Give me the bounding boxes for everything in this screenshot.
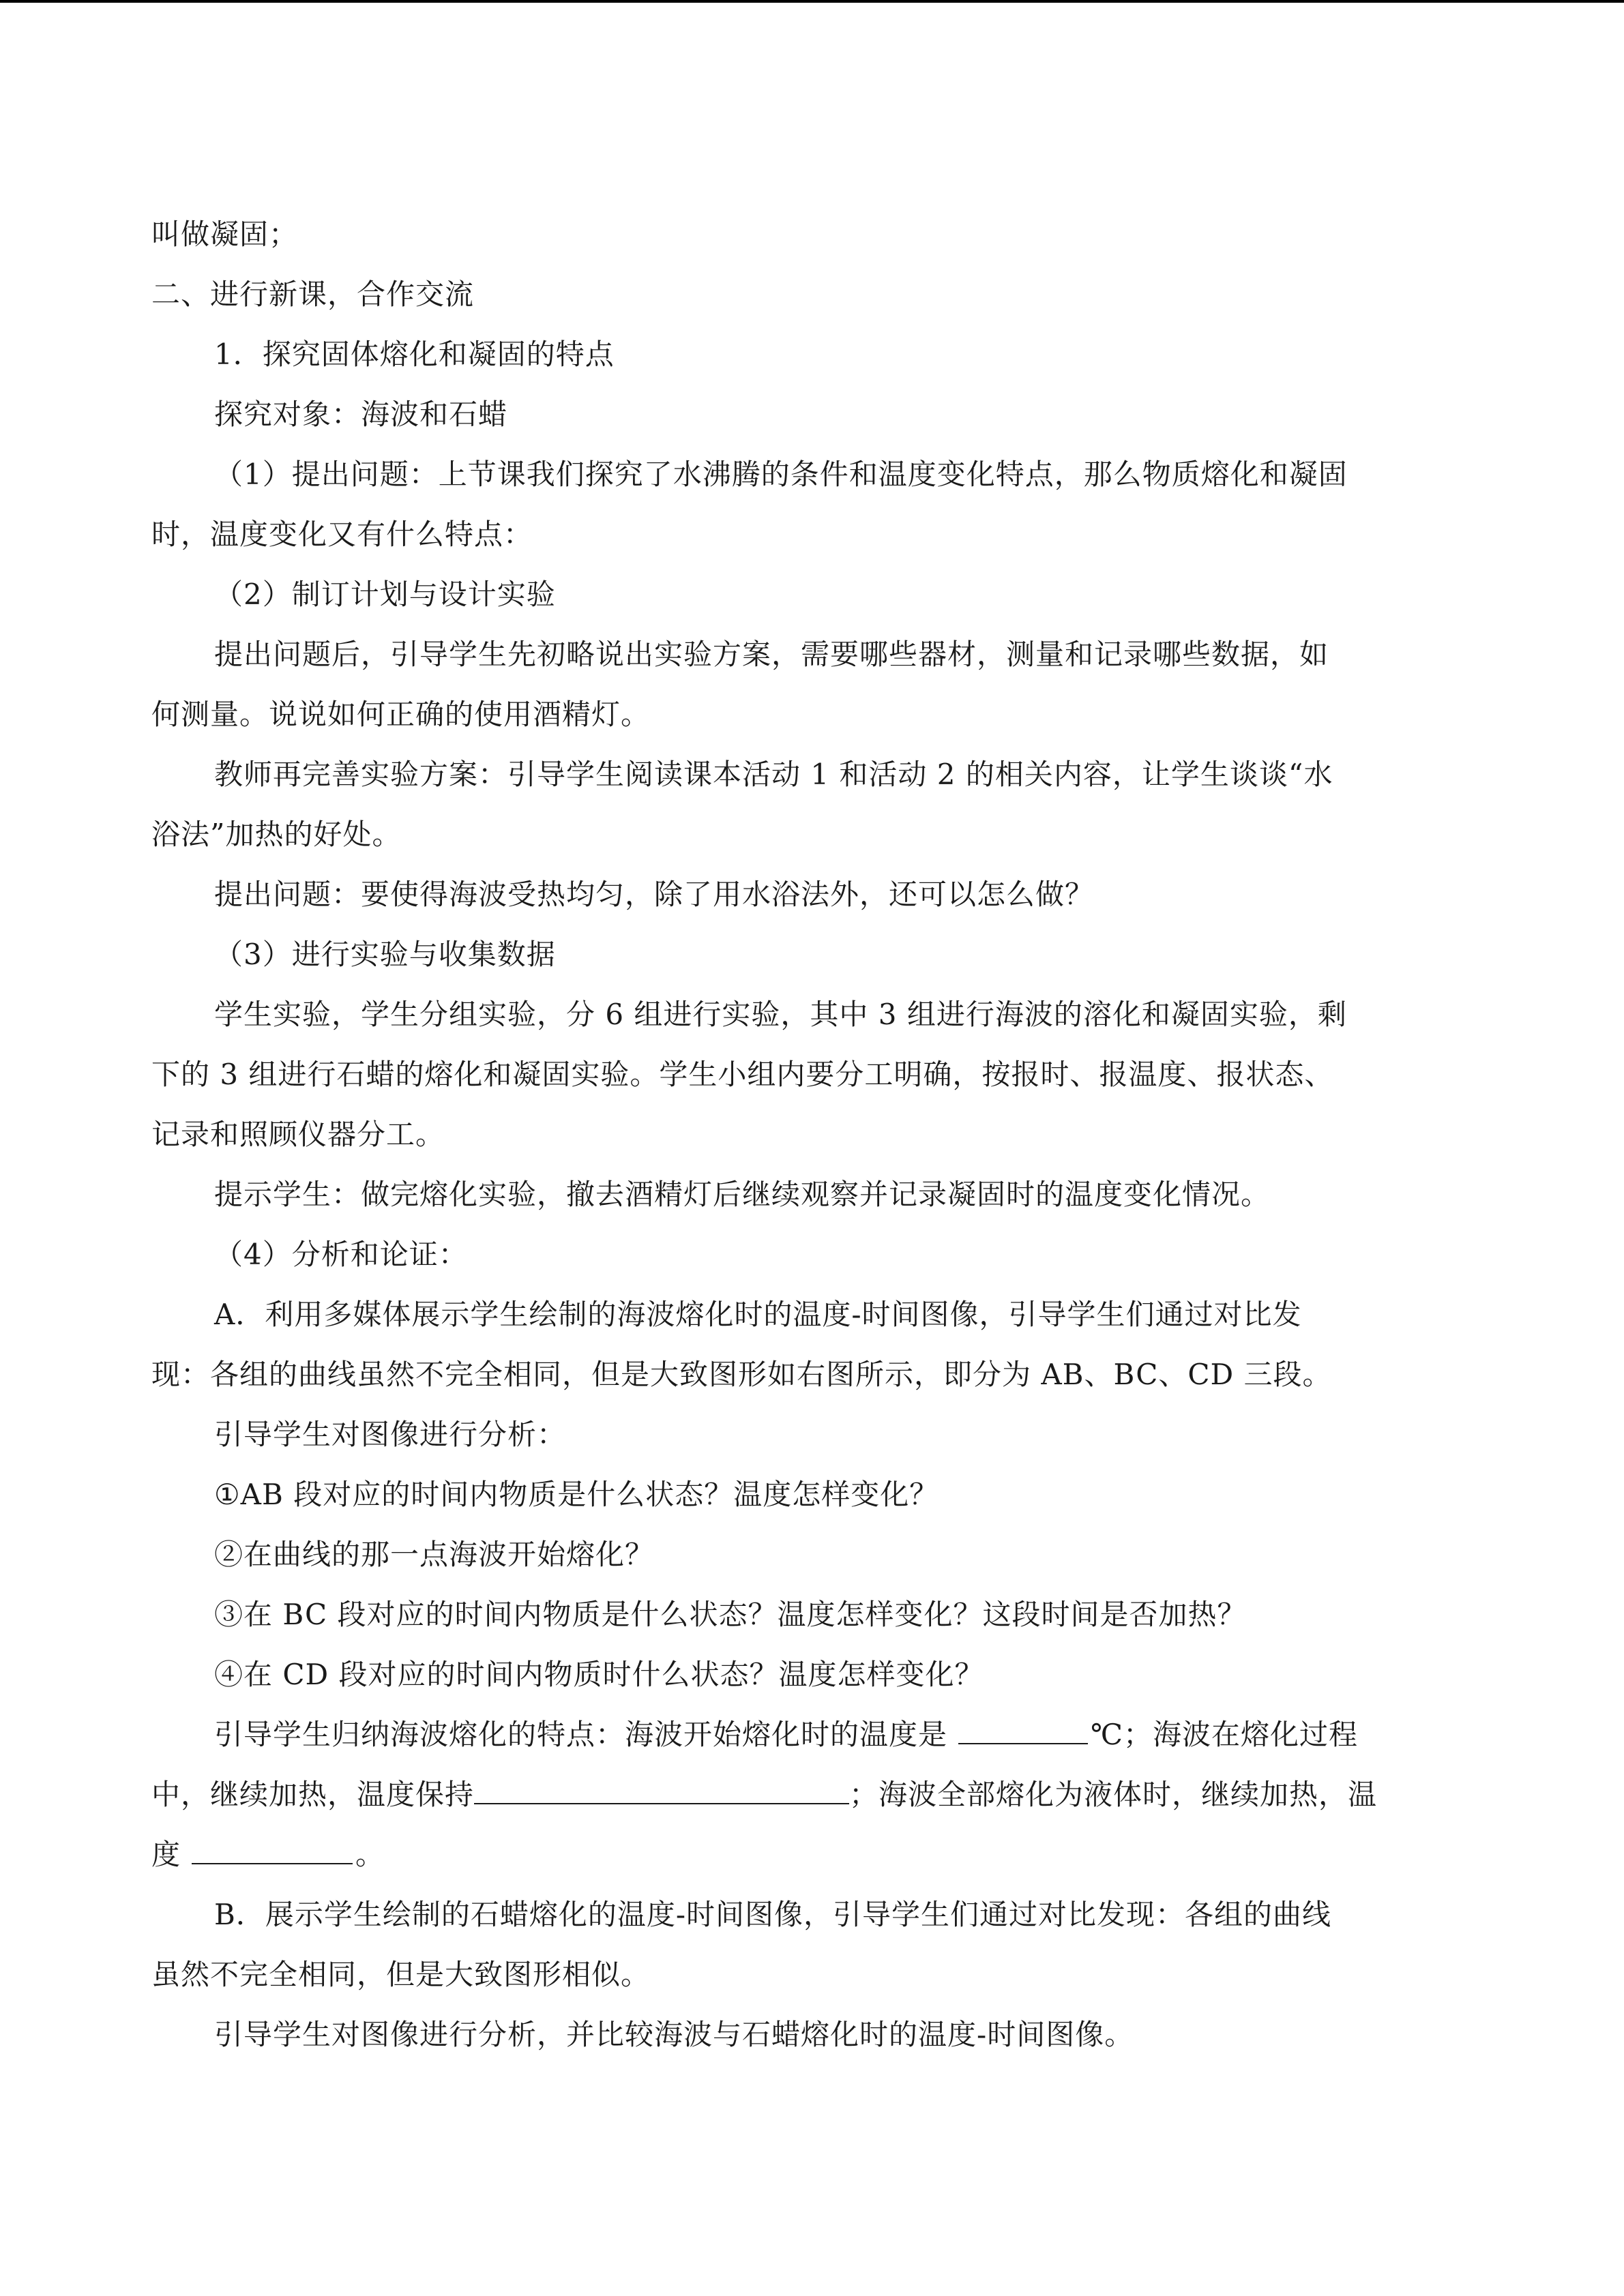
text-line: 虽然不完全相同，但是大致图形相似。	[151, 1958, 651, 1991]
text-line: 引导学生对图像进行分析，并比较海波与石蜡熔化时的温度-时间图像。	[214, 2018, 1134, 2051]
text-line: 何测量。说说如何正确的使用酒精灯。	[151, 698, 651, 731]
text-line: 下的 3 组进行石蜡的熔化和凝固实验。学生小组内要分工明确，按报时、报温度、报状态、	[151, 1058, 1334, 1091]
text-line: 记录和照顾仪器分工。	[151, 1118, 445, 1151]
text-line: 提出问题：要使得海波受热均匀，除了用水浴法外，还可以怎么做？	[214, 878, 1095, 911]
text-line: 时，温度变化又有什么特点：	[151, 518, 533, 551]
page-top-border	[0, 0, 1624, 3]
text-line: （3）进行实验与收集数据	[214, 938, 556, 971]
text-line: 二、进行新课，合作交流	[151, 278, 475, 311]
blank-temperature-kept[interactable]	[474, 1776, 849, 1804]
paragraph-lines	[151, 205, 1481, 1705]
fill-line-1-text-b: ℃；海波在熔化过程	[1091, 1718, 1358, 1751]
text-line: 教师再完善实验方案：引导学生阅读课本活动 1 和活动 2 的相关内容，让学生谈谈“水	[214, 758, 1333, 791]
text-line: 引导学生对图像进行分析：	[214, 1418, 567, 1451]
text-line: 探究对象：海波和石蜡	[214, 398, 508, 431]
fill-line-2	[151, 1765, 1481, 1825]
fill-line-2-text-b: ；海波全部熔化为液体时，继续加热，温	[849, 1778, 1378, 1811]
text-line: ①AB 段对应的时间内物质是什么状态？温度怎样变化？	[214, 1478, 939, 1511]
text-line: 叫做凝固；	[151, 218, 299, 251]
fill-line-1	[151, 1705, 1481, 1765]
fill-line-2-text-a: 中，继续加热，温度保持	[151, 1778, 475, 1811]
fill-line-1-text-a: 引导学生归纳海波熔化的特点：海波开始熔化时的温度是	[214, 1718, 948, 1751]
text-line: （4）分析和论证：	[214, 1238, 468, 1271]
text-line: ③在 BC 段对应的时间内物质是什么状态？温度怎样变化？这段时间是否加热？	[214, 1598, 1247, 1631]
fill-line-3-text-a: 度	[151, 1838, 181, 1871]
text-line: 提出问题后，引导学生先初略说出实验方案，需要哪些器材，测量和记录哪些数据，如	[214, 638, 1329, 671]
text-line: （1）提出问题：上节课我们探究了水沸腾的条件和温度变化特点，那么物质熔化和凝固	[214, 458, 1348, 491]
text-line: ②在曲线的那一点海波开始熔化？	[214, 1538, 655, 1571]
text-line: A．利用多媒体展示学生绘制的海波熔化时的温度-时间图像，引导学生们通过对比发	[214, 1298, 1302, 1331]
blank-melting-temperature[interactable]	[958, 1716, 1088, 1744]
document-body	[151, 205, 1481, 2065]
paragraph-lines-tail	[151, 1885, 1481, 2065]
text-line: 1．探究固体熔化和凝固的特点	[214, 338, 615, 371]
fill-line-3	[151, 1825, 1481, 1885]
text-line: （2）制订计划与设计实验	[214, 578, 556, 611]
blank-liquid-temperature[interactable]	[192, 1836, 353, 1864]
text-line: 现：各组的曲线虽然不完全相同，但是大致图形如右图所示，即分为 AB、BC、CD 三段。	[151, 1358, 1332, 1391]
text-line: 学生实验，学生分组实验，分 6 组进行实验，其中 3 组进行海波的溶化和凝固实验，剩	[214, 998, 1347, 1031]
text-line: B．展示学生绘制的石蜡熔化的温度-时间图像，引导学生们通过对比发现：各组的曲线	[214, 1898, 1332, 1931]
text-line: 提示学生：做完熔化实验，撤去酒精灯后继续观察并记录凝固时的温度变化情况。	[214, 1178, 1271, 1211]
text-line: 浴法”加热的好处。	[151, 818, 402, 851]
text-line: ④在 CD 段对应的时间内物质时什么状态？温度怎样变化？	[214, 1658, 984, 1691]
fill-line-3-text-b: 。	[355, 1838, 385, 1871]
